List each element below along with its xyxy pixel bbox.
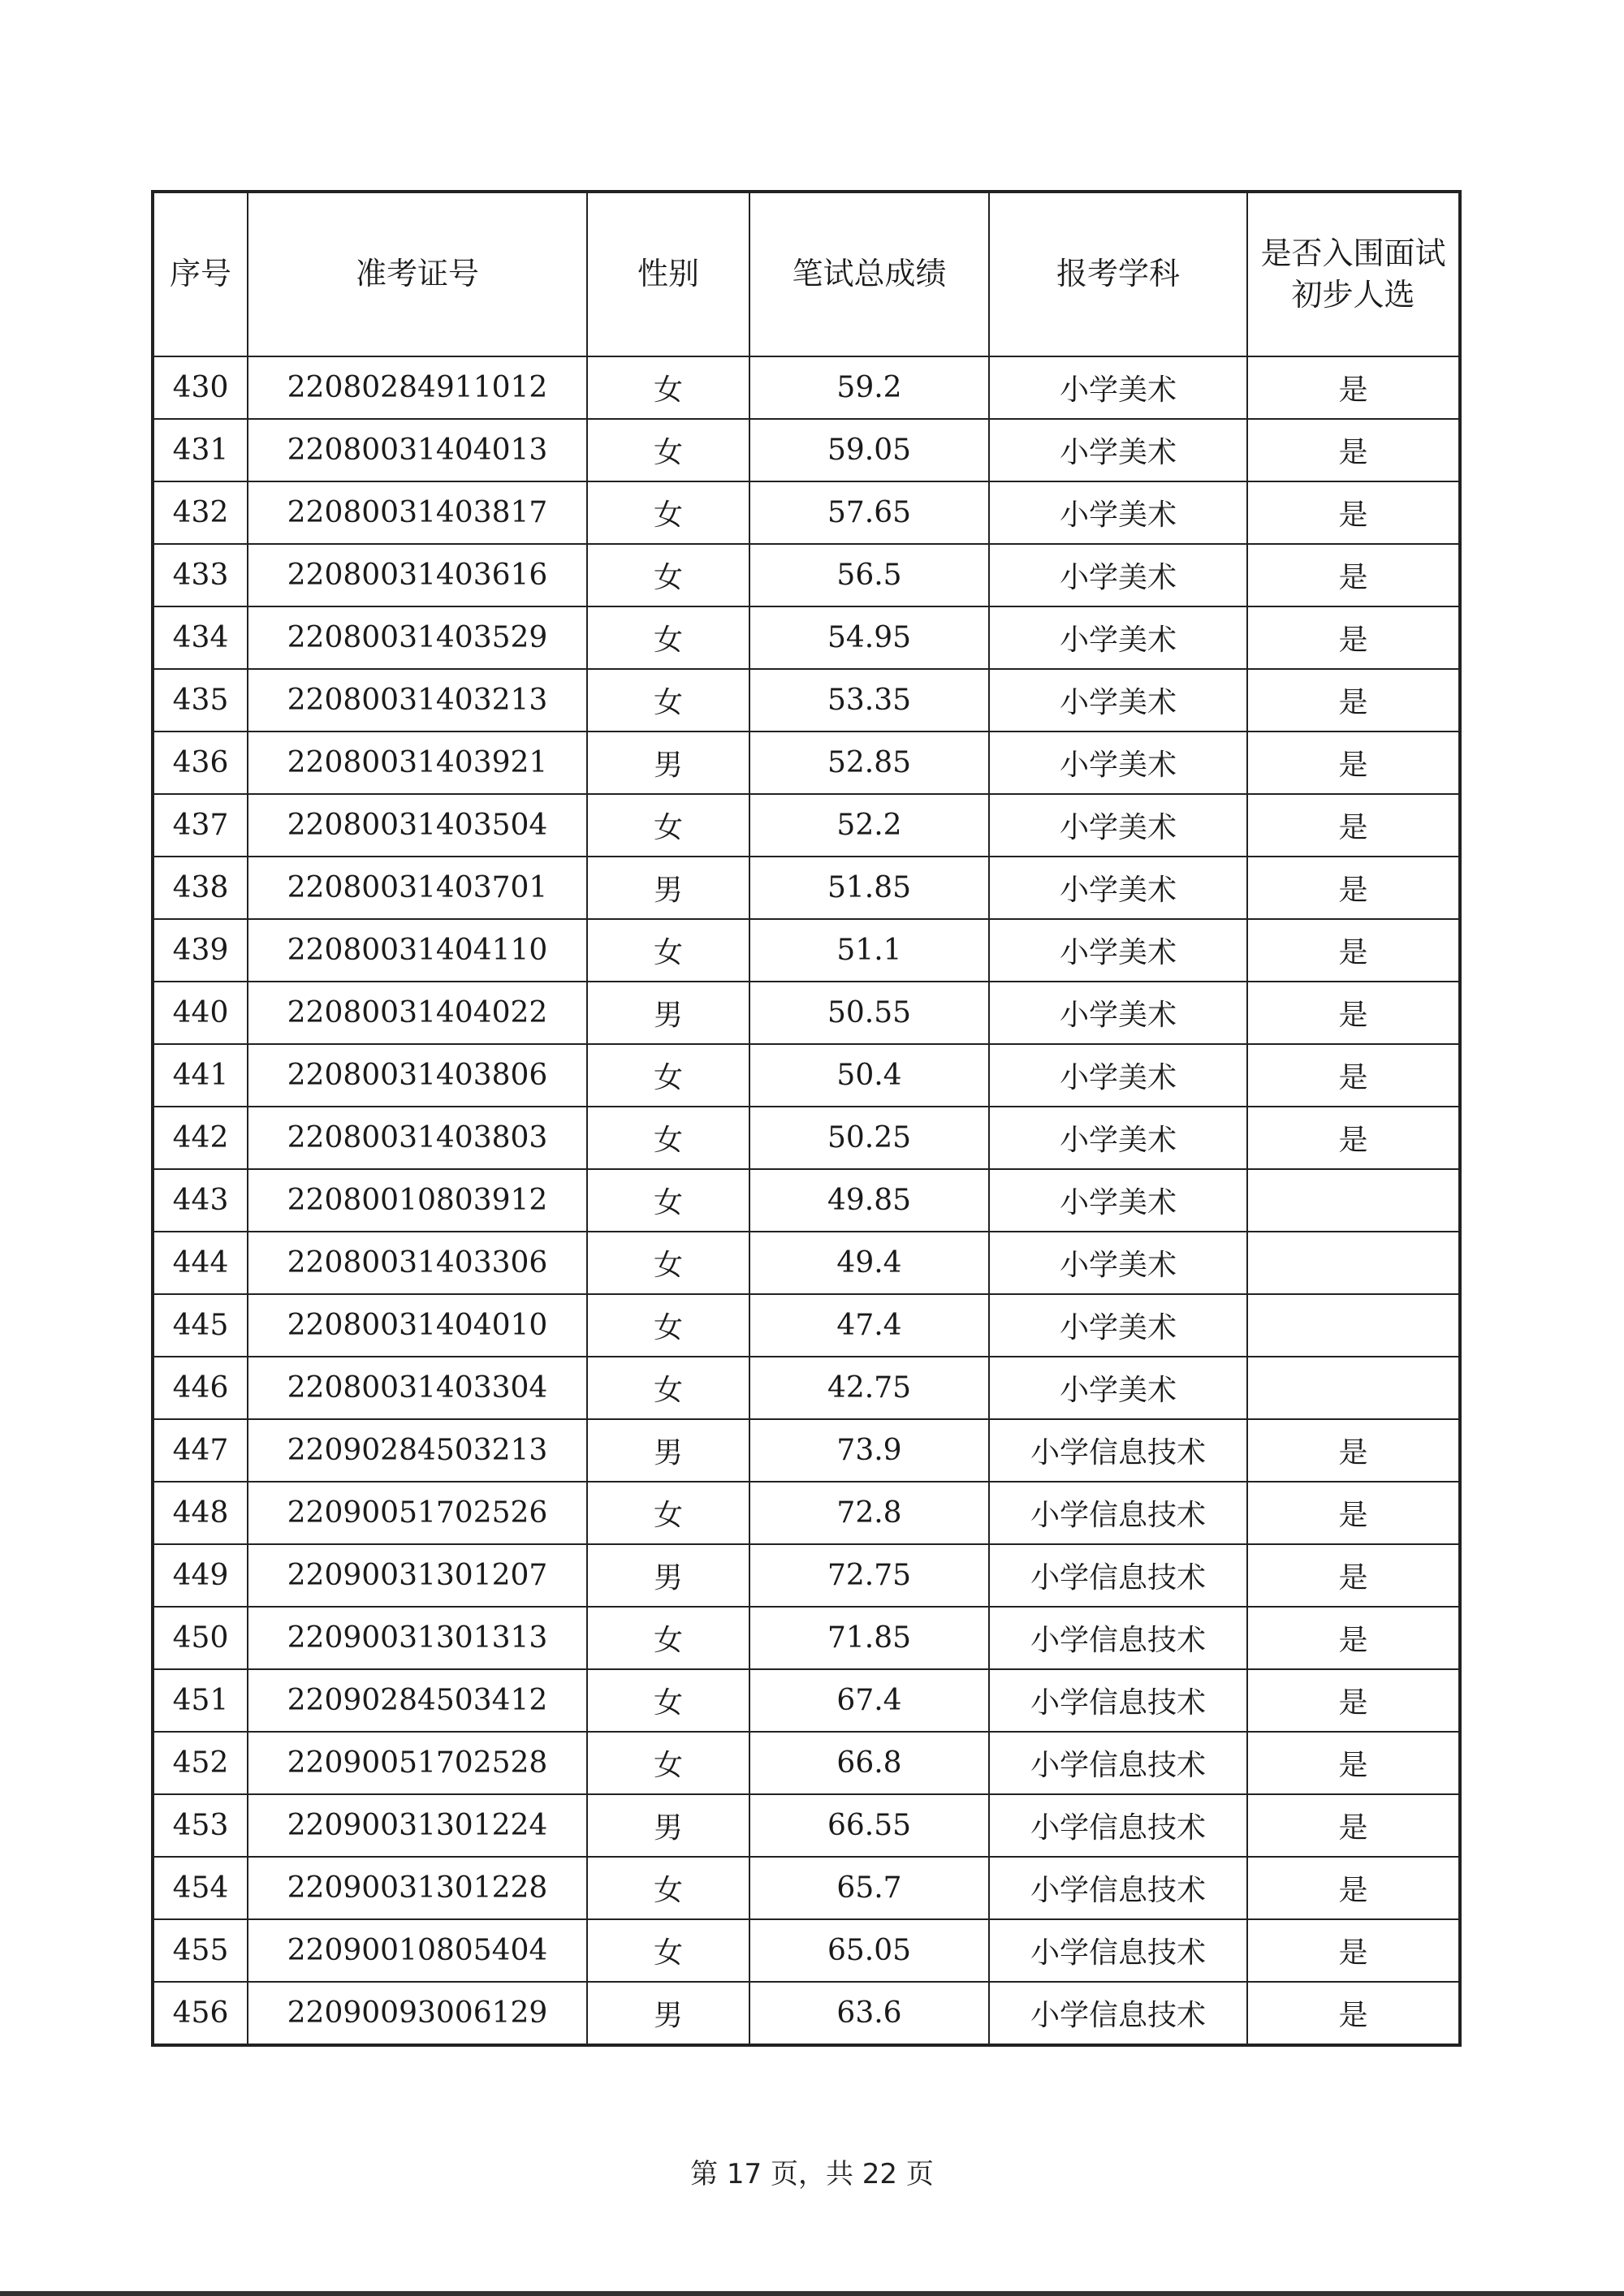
- table-row: [153, 919, 1460, 982]
- table-row: [153, 982, 1460, 1044]
- page-number: 第 17 页，共 22 页: [690, 2158, 934, 2190]
- table-row: [153, 544, 1460, 606]
- cell-score: 65.7: [749, 1857, 989, 1919]
- table-row: [153, 1919, 1460, 1982]
- cell-seq: 433: [153, 544, 248, 606]
- header-seq: 序号: [153, 192, 248, 356]
- cell-subject: 小学美术: [989, 857, 1247, 919]
- cell-exam-id: 22080284911012: [248, 356, 587, 419]
- cell-exam-id: 22080031404013: [248, 419, 587, 481]
- cell-exam-id: 22090031301207: [248, 1544, 587, 1607]
- cell-seq: 454: [153, 1857, 248, 1919]
- cell-exam-id: 22090051702526: [248, 1482, 587, 1544]
- cell-subject: 小学信息技术: [989, 1982, 1247, 2045]
- cell-subject: 小学信息技术: [989, 1607, 1247, 1669]
- cell-gender: 男: [587, 982, 749, 1044]
- table-row: [153, 1294, 1460, 1357]
- header-exam-id: 准考证号: [248, 192, 587, 356]
- cell-seq: 442: [153, 1107, 248, 1169]
- cell-subject: 小学信息技术: [989, 1857, 1247, 1919]
- cell-seq: 434: [153, 606, 248, 669]
- cell-gender: 男: [587, 1419, 749, 1482]
- cell-exam-id: 22080031403504: [248, 794, 587, 857]
- cell-score: 49.4: [749, 1232, 989, 1294]
- cell-seq: 440: [153, 982, 248, 1044]
- cell-shortlist: 是: [1247, 1794, 1460, 1857]
- cell-score: 66.8: [749, 1732, 989, 1794]
- cell-gender: 女: [587, 1044, 749, 1107]
- cell-gender: 男: [587, 1544, 749, 1607]
- cell-exam-id: 22080031404110: [248, 919, 587, 982]
- cell-subject: 小学信息技术: [989, 1794, 1247, 1857]
- cell-subject: 小学美术: [989, 1044, 1247, 1107]
- cell-exam-id: 22080031403921: [248, 732, 587, 794]
- cell-exam-id: 22080031403817: [248, 481, 587, 544]
- cell-score: 50.55: [749, 982, 989, 1044]
- table-row: [153, 732, 1460, 794]
- cell-exam-id: 22080010803912: [248, 1169, 587, 1232]
- cell-shortlist: 是: [1247, 857, 1460, 919]
- cell-gender: 男: [587, 1794, 749, 1857]
- cell-score: 50.4: [749, 1044, 989, 1107]
- table-row: [153, 1982, 1460, 2045]
- cell-shortlist: [1247, 1294, 1460, 1357]
- cell-exam-id: 22080031403701: [248, 857, 587, 919]
- cell-subject: 小学美术: [989, 606, 1247, 669]
- cell-exam-id: 22080031403213: [248, 669, 587, 732]
- cell-score: 52.2: [749, 794, 989, 857]
- cell-shortlist: 是: [1247, 732, 1460, 794]
- cell-subject: 小学信息技术: [989, 1482, 1247, 1544]
- cell-gender: 女: [587, 1232, 749, 1294]
- cell-seq: 441: [153, 1044, 248, 1107]
- cell-shortlist: 是: [1247, 1044, 1460, 1107]
- cell-gender: 女: [587, 1732, 749, 1794]
- scan-edge: [0, 2291, 1624, 2296]
- cell-gender: 女: [587, 1857, 749, 1919]
- cell-shortlist: 是: [1247, 794, 1460, 857]
- cell-shortlist: 是: [1247, 919, 1460, 982]
- cell-seq: 448: [153, 1482, 248, 1544]
- cell-seq: 453: [153, 1794, 248, 1857]
- cell-score: 67.4: [749, 1669, 989, 1732]
- table-row: [153, 1669, 1460, 1732]
- cell-seq: 431: [153, 419, 248, 481]
- cell-exam-id: 22090031301313: [248, 1607, 587, 1669]
- cell-seq: 445: [153, 1294, 248, 1357]
- cell-seq: 430: [153, 356, 248, 419]
- cell-seq: 443: [153, 1169, 248, 1232]
- cell-seq: 436: [153, 732, 248, 794]
- cell-subject: 小学信息技术: [989, 1544, 1247, 1607]
- cell-score: 52.85: [749, 732, 989, 794]
- table-row: [153, 606, 1460, 669]
- cell-score: 59.2: [749, 356, 989, 419]
- cell-shortlist: 是: [1247, 1482, 1460, 1544]
- cell-seq: 456: [153, 1982, 248, 2045]
- cell-score: 51.85: [749, 857, 989, 919]
- cell-shortlist: 是: [1247, 481, 1460, 544]
- cell-exam-id: 22080031403806: [248, 1044, 587, 1107]
- cell-gender: 女: [587, 1607, 749, 1669]
- header-gender: 性别: [587, 192, 749, 356]
- header-subject: 报考学科: [989, 192, 1247, 356]
- cell-score: 63.6: [749, 1982, 989, 2045]
- cell-subject: 小学美术: [989, 919, 1247, 982]
- cell-seq: 439: [153, 919, 248, 982]
- cell-shortlist: 是: [1247, 1607, 1460, 1669]
- cell-gender: 男: [587, 1982, 749, 2045]
- cell-subject: 小学美术: [989, 982, 1247, 1044]
- table-row: [153, 1732, 1460, 1794]
- cell-exam-id: 22090031301228: [248, 1857, 587, 1919]
- cell-exam-id: 22080031403304: [248, 1357, 587, 1419]
- cell-score: 51.1: [749, 919, 989, 982]
- cell-seq: 449: [153, 1544, 248, 1607]
- cell-subject: 小学美术: [989, 794, 1247, 857]
- table-row: [153, 356, 1460, 419]
- cell-gender: 女: [587, 669, 749, 732]
- cell-score: 72.75: [749, 1544, 989, 1607]
- table-row: [153, 1794, 1460, 1857]
- cell-exam-id: 22080031403306: [248, 1232, 587, 1294]
- table-row: [153, 1232, 1460, 1294]
- cell-subject: 小学美术: [989, 419, 1247, 481]
- cell-exam-id: 22090284503412: [248, 1669, 587, 1732]
- header-row: [153, 192, 1460, 356]
- cell-gender: 女: [587, 1294, 749, 1357]
- cell-shortlist: 是: [1247, 1857, 1460, 1919]
- cell-shortlist: 是: [1247, 606, 1460, 669]
- table-row: [153, 1607, 1460, 1669]
- cell-gender: 女: [587, 544, 749, 606]
- cell-exam-id: 22090051702528: [248, 1732, 587, 1794]
- cell-seq: 455: [153, 1919, 248, 1982]
- cell-score: 65.05: [749, 1919, 989, 1982]
- cell-gender: 女: [587, 919, 749, 982]
- table-row: [153, 1107, 1460, 1169]
- cell-score: 57.65: [749, 481, 989, 544]
- cell-shortlist: 是: [1247, 1732, 1460, 1794]
- cell-gender: 女: [587, 356, 749, 419]
- cell-exam-id: 22080031403616: [248, 544, 587, 606]
- cell-score: 73.9: [749, 1419, 989, 1482]
- cell-subject: 小学信息技术: [989, 1732, 1247, 1794]
- cell-score: 59.05: [749, 419, 989, 481]
- cell-shortlist: 是: [1247, 1919, 1460, 1982]
- table-header: [153, 192, 1460, 356]
- cell-gender: 女: [587, 1357, 749, 1419]
- table-row: [153, 481, 1460, 544]
- cell-exam-id: 22080031404010: [248, 1294, 587, 1357]
- cell-seq: 447: [153, 1419, 248, 1482]
- cell-gender: 女: [587, 481, 749, 544]
- table-row: [153, 1169, 1460, 1232]
- cell-seq: 435: [153, 669, 248, 732]
- table-row: [153, 1544, 1460, 1607]
- table-row: [153, 1419, 1460, 1482]
- cell-score: 71.85: [749, 1607, 989, 1669]
- cell-shortlist: [1247, 1169, 1460, 1232]
- cell-shortlist: 是: [1247, 1669, 1460, 1732]
- cell-subject: 小学美术: [989, 356, 1247, 419]
- table-row: [153, 419, 1460, 481]
- cell-gender: 男: [587, 732, 749, 794]
- cell-shortlist: 是: [1247, 419, 1460, 481]
- cell-gender: 女: [587, 1669, 749, 1732]
- cell-seq: 451: [153, 1669, 248, 1732]
- cell-shortlist: [1247, 1357, 1460, 1419]
- cell-subject: 小学美术: [989, 1107, 1247, 1169]
- cell-seq: 438: [153, 857, 248, 919]
- cell-shortlist: 是: [1247, 1107, 1460, 1169]
- cell-seq: 450: [153, 1607, 248, 1669]
- table-row: [153, 1482, 1460, 1544]
- cell-subject: 小学美术: [989, 1357, 1247, 1419]
- cell-seq: 446: [153, 1357, 248, 1419]
- cell-subject: 小学美术: [989, 669, 1247, 732]
- cell-subject: 小学信息技术: [989, 1919, 1247, 1982]
- table-row: [153, 1357, 1460, 1419]
- cell-shortlist: 是: [1247, 1982, 1460, 2045]
- cell-gender: 女: [587, 1482, 749, 1544]
- cell-shortlist: 是: [1247, 544, 1460, 606]
- table-row: [153, 669, 1460, 732]
- results-table: [151, 190, 1462, 2047]
- cell-shortlist: 是: [1247, 669, 1460, 732]
- table-row: [153, 1044, 1460, 1107]
- cell-shortlist: [1247, 1232, 1460, 1294]
- cell-gender: 女: [587, 1169, 749, 1232]
- cell-seq: 444: [153, 1232, 248, 1294]
- cell-subject: 小学信息技术: [989, 1669, 1247, 1732]
- cell-exam-id: 22090031301224: [248, 1794, 587, 1857]
- cell-shortlist: 是: [1247, 1419, 1460, 1482]
- cell-seq: 437: [153, 794, 248, 857]
- cell-exam-id: 22080031403529: [248, 606, 587, 669]
- header-score: 笔试总成绩: [749, 192, 989, 356]
- cell-gender: 女: [587, 419, 749, 481]
- cell-shortlist: 是: [1247, 356, 1460, 419]
- cell-exam-id: 22090284503213: [248, 1419, 587, 1482]
- cell-gender: 女: [587, 1919, 749, 1982]
- cell-subject: 小学信息技术: [989, 1419, 1247, 1482]
- cell-subject: 小学美术: [989, 1169, 1247, 1232]
- cell-score: 56.5: [749, 544, 989, 606]
- table-body: [153, 356, 1460, 2045]
- cell-gender: 女: [587, 1107, 749, 1169]
- cell-score: 49.85: [749, 1169, 989, 1232]
- cell-score: 47.4: [749, 1294, 989, 1357]
- table-row: [153, 1857, 1460, 1919]
- cell-seq: 432: [153, 481, 248, 544]
- cell-subject: 小学美术: [989, 732, 1247, 794]
- cell-score: 66.55: [749, 1794, 989, 1857]
- cell-gender: 女: [587, 606, 749, 669]
- cell-score: 42.75: [749, 1357, 989, 1419]
- cell-score: 53.35: [749, 669, 989, 732]
- cell-exam-id: 22080031404022: [248, 982, 587, 1044]
- cell-score: 54.95: [749, 606, 989, 669]
- cell-seq: 452: [153, 1732, 248, 1794]
- cell-shortlist: 是: [1247, 1544, 1460, 1607]
- cell-shortlist: 是: [1247, 982, 1460, 1044]
- cell-subject: 小学美术: [989, 1232, 1247, 1294]
- header-shortlist: 是否入围面试初步人选: [1247, 192, 1460, 356]
- cell-exam-id: 22080031403803: [248, 1107, 587, 1169]
- table-row: [153, 794, 1460, 857]
- cell-subject: 小学美术: [989, 1294, 1247, 1357]
- table-row: [153, 857, 1460, 919]
- cell-subject: 小学美术: [989, 481, 1247, 544]
- cell-gender: 女: [587, 794, 749, 857]
- cell-subject: 小学美术: [989, 544, 1247, 606]
- cell-score: 72.8: [749, 1482, 989, 1544]
- cell-gender: 男: [587, 857, 749, 919]
- cell-exam-id: 22090093006129: [248, 1982, 587, 2045]
- cell-score: 50.25: [749, 1107, 989, 1169]
- cell-exam-id: 22090010805404: [248, 1919, 587, 1982]
